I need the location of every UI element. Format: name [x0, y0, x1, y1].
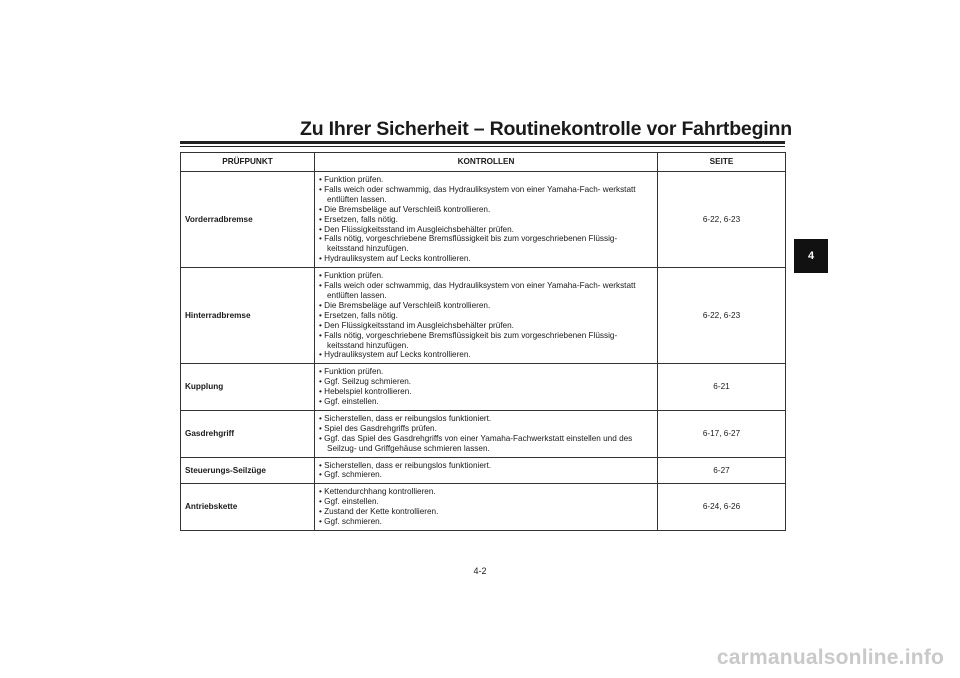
check-step: • Funktion prüfen. — [319, 175, 653, 185]
check-step: • Ggf. einstellen. — [319, 397, 653, 407]
check-item: Vorderradbremse — [181, 172, 315, 268]
column-header-item: PRÜFPUNKT — [181, 153, 315, 172]
check-step: • Falls weich oder schwammig, das Hydrauliksystem von einer Yamaha-Fach- werkstatt entlüften lassen. — [319, 185, 653, 205]
page-reference: 6-22, 6-23 — [658, 268, 786, 364]
page-number: 4-2 — [473, 566, 487, 576]
check-step: • Funktion prüfen. — [319, 367, 653, 377]
check-step: • Ggf. das Spiel des Gasdrehgriffs von einer Yamaha-Fachwerkstatt einstellen und des Seilzug- und Griffgehäuse schmieren lassen. — [319, 434, 653, 454]
column-header-page: SEITE — [658, 153, 786, 172]
table-row — [181, 410, 786, 457]
table-row — [181, 457, 786, 484]
title-rule-thin — [180, 146, 785, 147]
page-reference: 6-17, 6-27 — [658, 410, 786, 457]
check-list — [315, 364, 658, 411]
table-row — [181, 268, 786, 364]
check-step: • Hydrauliksystem auf Lecks kontrollieren. — [319, 254, 653, 264]
check-step: • Falls weich oder schwammig, das Hydrauliksystem von einer Yamaha-Fach- werkstatt entlüften lassen. — [319, 281, 653, 301]
table-row — [181, 484, 786, 531]
check-step: • Falls nötig, vorgeschriebene Bremsflüssigkeit bis zum vorgeschriebenen Flüssig- keitsstand hinzufügen. — [319, 331, 653, 351]
check-item: Hinterradbremse — [181, 268, 315, 364]
title-rule — [180, 141, 785, 144]
check-list — [315, 457, 658, 484]
check-step: • Die Bremsbeläge auf Verschleiß kontrollieren. — [319, 205, 653, 215]
check-list — [315, 484, 658, 531]
check-step: • Ggf. einstellen. — [319, 497, 653, 507]
watermark: carmanualsonline.info — [716, 646, 944, 669]
check-list — [315, 268, 658, 364]
check-step: • Ggf. schmieren. — [319, 470, 653, 480]
check-step: • Sicherstellen, dass er reibungslos funktioniert. — [319, 414, 653, 424]
page-reference: 6-21 — [658, 364, 786, 411]
check-step: • Ersetzen, falls nötig. — [319, 311, 653, 321]
check-step: • Ggf. schmieren. — [319, 517, 653, 527]
table-row — [181, 172, 786, 268]
check-list — [315, 172, 658, 268]
check-table — [180, 152, 786, 531]
check-step: • Hydrauliksystem auf Lecks kontrollieren. — [319, 350, 653, 360]
check-item: Kupplung — [181, 364, 315, 411]
check-step: • Funktion prüfen. — [319, 271, 653, 281]
page-reference: 6-22, 6-23 — [658, 172, 786, 268]
check-step: • Den Flüssigkeitsstand im Ausgleichsbehälter prüfen. — [319, 225, 653, 235]
check-step: • Hebelspiel kontrollieren. — [319, 387, 653, 397]
check-step: • Sicherstellen, dass er reibungslos funktioniert. — [319, 461, 653, 471]
check-step: • Zustand der Kette kontrollieren. — [319, 507, 653, 517]
check-step: • Ersetzen, falls nötig. — [319, 215, 653, 225]
table-row — [181, 364, 786, 411]
page-reference: 6-24, 6-26 — [658, 484, 786, 531]
check-step: • Spiel des Gasdrehgriffs prüfen. — [319, 424, 653, 434]
check-step: • Kettendurchhang kontrollieren. — [319, 487, 653, 497]
chapter-tab: 4 — [794, 239, 828, 273]
check-list — [315, 410, 658, 457]
check-item: Antriebskette — [181, 484, 315, 531]
page-reference: 6-27 — [658, 457, 786, 484]
check-step: • Falls nötig, vorgeschriebene Bremsflüssigkeit bis zum vorgeschriebenen Flüssig- keitsstand hinzufügen. — [319, 234, 653, 254]
column-header-checks: KONTROLLEN — [315, 153, 658, 172]
check-step: • Den Flüssigkeitsstand im Ausgleichsbehälter prüfen. — [319, 321, 653, 331]
check-item: Gasdrehgriff — [181, 410, 315, 457]
page-title: Zu Ihrer Sicherheit – Routinekontrolle vor Fahrtbeginn — [300, 118, 792, 140]
table-header-row — [181, 153, 786, 172]
check-step: • Ggf. Seilzug schmieren. — [319, 377, 653, 387]
check-item: Steuerungs-Seilzüge — [181, 457, 315, 484]
check-step: • Die Bremsbeläge auf Verschleiß kontrollieren. — [319, 301, 653, 311]
